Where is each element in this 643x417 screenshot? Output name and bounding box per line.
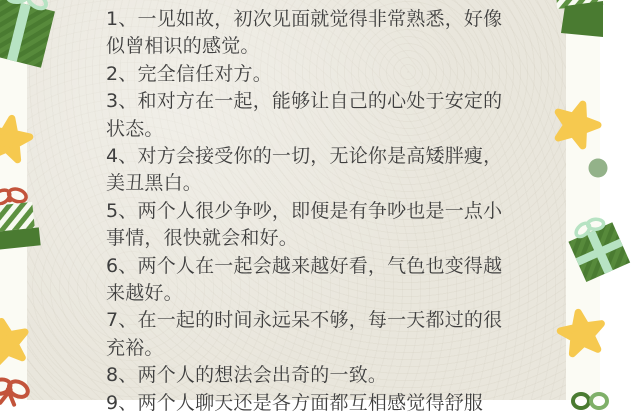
list-line: 状态。 (106, 117, 164, 140)
striped-gift-lid-icon (555, 0, 603, 44)
list-line: 8、两个人的想法会出奇的一致。 (106, 364, 388, 387)
list-line: 来越好。 (106, 282, 183, 305)
numbered-list (106, 6, 526, 417)
list-line: 9、两个人聊天还是各方面都互相感觉得舒服 (106, 391, 484, 414)
list-line: 3、和对方在一起，能够让自己的心处于安定的 (106, 90, 503, 113)
list-line: 6、两个人在一起会越来越好看，气色也变得越 (106, 254, 503, 277)
list-line: 充裕。 (106, 336, 164, 359)
list-line: 1、一见如故，初次见面就觉得非常熟悉，好像 (106, 8, 503, 30)
star-icon (0, 112, 36, 168)
ribbon-bow-partial-icon (572, 388, 610, 408)
list-line: 2、完全信任对方。 (106, 62, 272, 85)
list-line: 美丑黑白。 (106, 172, 203, 195)
dot-icon (588, 158, 610, 180)
star-icon (554, 306, 610, 362)
list-line: 事情，很快就会和好。 (106, 227, 299, 250)
ribbon-bow-icon (0, 373, 34, 409)
list-line: 4、对方会接受你的一切，无论你是高矮胖瘦， (106, 145, 503, 168)
gift-box-icon (0, 0, 69, 78)
list-line: 5、两个人很少争吵，即便是有争吵也是一点小 (106, 199, 503, 222)
striped-gift-red-bow-icon (0, 181, 44, 260)
star-icon (0, 315, 34, 372)
list-line: 7、在一起的时间永远呆不够，每一天都过的很 (106, 309, 503, 332)
list-line: 似曾相识的感觉。 (106, 35, 260, 58)
